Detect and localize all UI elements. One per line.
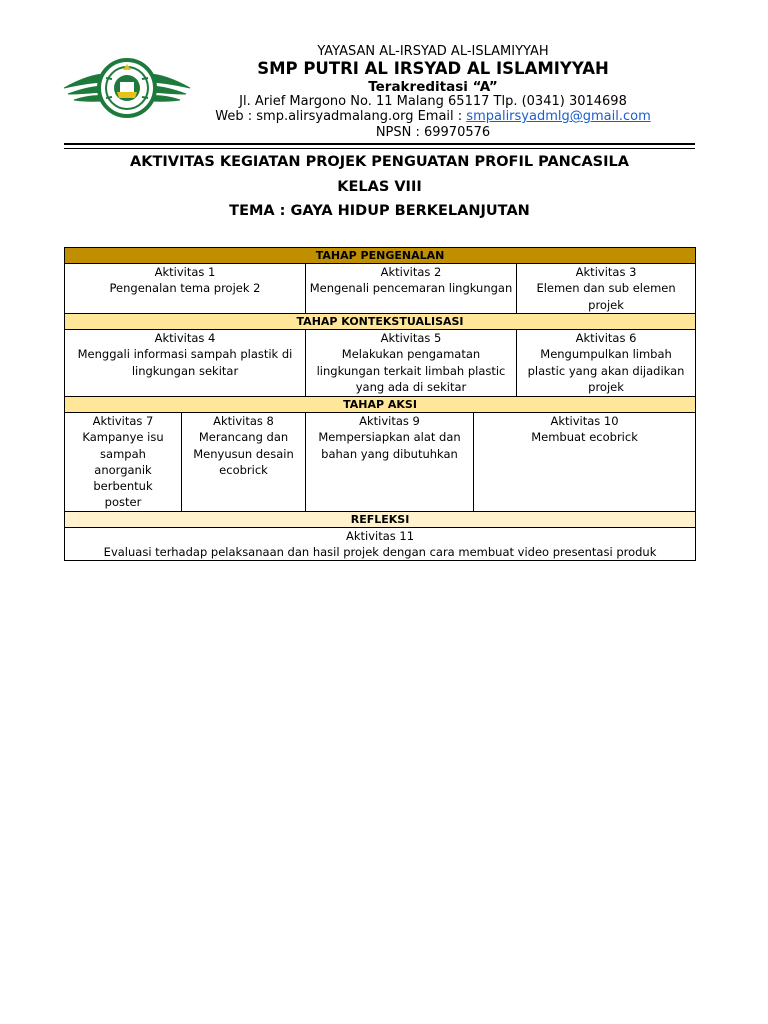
header-divider-thin — [64, 148, 695, 149]
activity-desc: Mempersiapkan alat dan bahan yang dibutuhkan — [318, 430, 461, 461]
activity-cell — [517, 264, 696, 314]
theme-title: TEMA : GAYA HIDUP BERKELANJUTAN — [229, 203, 530, 219]
email-link[interactable]: smpalirsyadmlg@gmail.com — [466, 109, 651, 124]
activity-name: Aktivitas 10 — [550, 414, 619, 428]
activity-desc: Kampanye isu sampah anorganik berbentuk poster — [82, 430, 164, 510]
activity-desc: Evaluasi terhadap pelaksanaan dan hasil projek dengan cara membuat video presentasi produk — [103, 545, 657, 560]
activity-name: Aktivitas 7 — [92, 414, 154, 428]
activity-desc: Membuat ecobrick — [531, 430, 638, 445]
activity-name: Aktivitas 1 — [154, 265, 216, 279]
activity-name: Aktivitas 8 — [213, 414, 274, 428]
accreditation: Terakreditasi “A” — [368, 79, 498, 95]
phase-label: TAHAP PENGENALAN — [65, 248, 696, 264]
phase-label: TAHAP KONTEKSTUALISASI — [65, 314, 696, 330]
foundation-name: YAYASAN AL-IRSYAD AL-ISLAMIYYAH — [317, 44, 549, 59]
activity-cell — [474, 413, 696, 512]
activity-desc: Melakukan pengamatan lingkungan terkait limbah plastic yang ada di sekitar — [316, 347, 506, 394]
header-divider-thick — [64, 143, 695, 145]
activity-desc: Mengumpulkan limbah plastic yang akan dijadikan projek — [527, 347, 685, 394]
activity-table — [64, 247, 696, 561]
activity-desc: Elemen dan sub elemen projek — [536, 281, 676, 312]
web-label: Web : smp.alirsyadmalang.org Email : — [215, 109, 467, 124]
activity-name: Aktivitas 11 — [346, 528, 415, 543]
phase-row-introduction — [65, 248, 696, 264]
activity-desc: Merancang dan Menyusun desain ecobrick — [193, 430, 294, 477]
activity-desc: Menggali informasi sampah plastik di lingkungan sekitar — [77, 347, 293, 378]
activity-name: Aktivitas 4 — [154, 331, 216, 345]
activity-desc: Pengenalan tema projek 2 — [109, 281, 261, 296]
npsn: NPSN : 69970576 — [375, 125, 491, 140]
activity-cell — [306, 413, 474, 512]
phase-label: TAHAP AKSI — [65, 397, 696, 413]
activity-row — [65, 413, 696, 512]
activity-name: Aktivitas 3 — [575, 265, 637, 279]
document-title: AKTIVITAS KEGIATAN PROJEK PENGUATAN PROFIL PANCASILA — [130, 154, 629, 170]
phase-row-action — [65, 397, 696, 413]
activity-row — [65, 527, 696, 561]
activity-cell — [517, 330, 696, 397]
activity-name: Aktivitas 9 — [359, 414, 420, 428]
activity-name: Aktivitas 6 — [575, 331, 637, 345]
activity-desc: Mengenali pencemaran lingkungan — [309, 281, 513, 296]
activity-cell — [65, 527, 696, 561]
activity-cell — [65, 413, 182, 512]
phase-row-reflection — [65, 511, 696, 527]
activity-cell — [306, 264, 517, 314]
school-name: SMP PUTRI AL IRSYAD AL ISLAMIYYAH — [257, 59, 609, 78]
activity-cell — [306, 330, 517, 397]
activity-name: Aktivitas 5 — [380, 331, 442, 345]
class-title: KELAS VIII — [337, 179, 422, 195]
activity-cell — [182, 413, 306, 512]
activity-cell — [65, 330, 306, 397]
contact-line — [160, 109, 706, 125]
activity-cell — [65, 264, 306, 314]
activity-row — [65, 330, 696, 397]
school-address: Jl. Arief Margono No. 11 Malang 65117 Tlp. (0341) 3014698 — [239, 94, 627, 109]
phase-row-contextualization — [65, 314, 696, 330]
phase-label: REFLEKSI — [65, 511, 696, 527]
activity-name: Aktivitas 2 — [380, 265, 442, 279]
activity-row — [65, 264, 696, 314]
